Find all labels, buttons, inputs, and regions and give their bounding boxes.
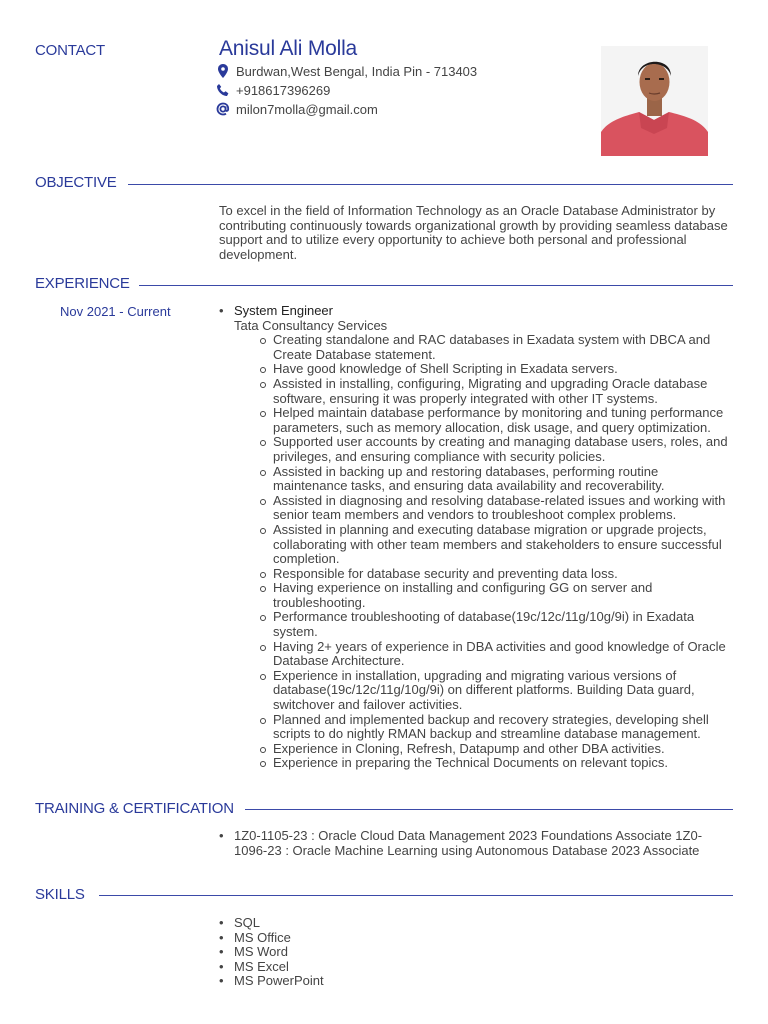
skills-heading: SKILLS <box>35 886 85 903</box>
task-item: Planned and implemented backup and recovery strategies, developing shell scripts to do nightly RMAN backup and streamline database management. <box>234 713 735 742</box>
contact-email <box>215 100 378 118</box>
skill-item: • MS PowerPoint <box>215 974 515 989</box>
objective-divider <box>128 184 733 185</box>
task-item: Helped maintain database performance by monitoring and tuning performance parameters, such as memory allocation, disk usage, and query optimization. <box>234 406 735 435</box>
job-list <box>215 304 735 771</box>
profile-photo <box>601 46 708 156</box>
certification-list <box>215 829 705 858</box>
contact-location <box>215 62 477 80</box>
skill-item: • MS Word <box>215 945 515 960</box>
task-item: Performance troubleshooting of database(19c/12c/11g/10g/9i) in Exadata system. <box>234 610 735 639</box>
task-item: Assisted in diagnosing and resolving database-related issues and working with senior team members and vendors to troubleshoot complex problems. <box>234 494 735 523</box>
task-item: Assisted in backing up and restoring databases, performing routine maintenance tasks, and ensuring data availability and recoverability. <box>234 465 735 494</box>
task-item: Assisted in planning and executing database migration or upgrade projects, collaborating with other team members and stakeholders to ensure successful completion. <box>234 523 735 567</box>
objective-heading: OBJECTIVE <box>35 174 117 191</box>
location-text: Burdwan,West Bengal, India Pin - 713403 <box>236 63 478 79</box>
task-item: Experience in preparing the Technical Documents on relevant topics. <box>234 756 735 771</box>
skill-item: • MS Excel <box>215 960 515 975</box>
objective-text: To excel in the field of Information Technology as an Oracle Database Administrator by contributing continuously towards organizational growth by providing seamless database support and to utilize every opportunity to achieve both personal and professional development. <box>219 203 728 262</box>
training-divider <box>245 809 733 810</box>
experience-heading: EXPERIENCE <box>35 275 130 292</box>
skill-item: • MS Office <box>215 931 515 946</box>
candidate-name: Anisul Ali Molla <box>219 37 358 60</box>
location-pin-icon <box>215 63 231 79</box>
task-item: Have good knowledge of Shell Scripting in Exadata servers. <box>234 362 735 377</box>
at-sign-icon <box>215 101 231 117</box>
phone-icon <box>215 82 231 98</box>
skills-divider <box>99 895 733 896</box>
contact-phone <box>215 81 330 99</box>
task-item: Having experience on installing and configuring GG on server and troubleshooting. <box>234 581 735 610</box>
experience-divider <box>139 285 733 286</box>
task-item: Assisted in installing, configuring, Migrating and upgrading Oracle database software, ensuring it was properly integrated with other IT systems. <box>234 377 735 406</box>
job-entry <box>215 304 735 771</box>
task-item: Responsible for database security and preventing data loss. <box>234 567 735 582</box>
task-item: Experience in Cloning, Refresh, Datapump and other DBA activities. <box>234 742 735 757</box>
email-text: milon7molla@gmail.com <box>236 101 378 117</box>
task-item: Having 2+ years of experience in DBA activities and good knowledge of Oracle Database Architecture. <box>234 640 735 669</box>
contact-heading: CONTACT <box>35 42 105 59</box>
task-item: Experience in installation, upgrading and migrating various versions of database(19c/12c/11g/10g/9i) on different platforms. Building Data guard, switchover and failover activities. <box>234 669 735 713</box>
task-list <box>234 333 735 771</box>
job-date-range: Nov 2021 - Current <box>60 304 171 319</box>
skills-list <box>215 916 515 989</box>
company-name: Tata Consultancy Services <box>234 317 388 333</box>
job-title: • System Engineer <box>234 303 333 318</box>
task-item: Supported user accounts by creating and managing database users, roles, and privileges, and ensuring compliance with security policies. <box>234 435 735 464</box>
phone-text: +918617396269 <box>236 82 331 98</box>
training-heading: TRAINING & CERTIFICATION <box>35 800 234 817</box>
task-item: Creating standalone and RAC databases in Exadata system with DBCA and Create Database statement. <box>234 333 735 362</box>
certification-item: • 1Z0-1105-23 : Oracle Cloud Data Management 2023 Foundations Associate 1Z0-1096-23 : Oracle Machine Learning using Autonomous Database 2023 Associate <box>215 829 705 858</box>
skill-item: • SQL <box>215 916 515 931</box>
